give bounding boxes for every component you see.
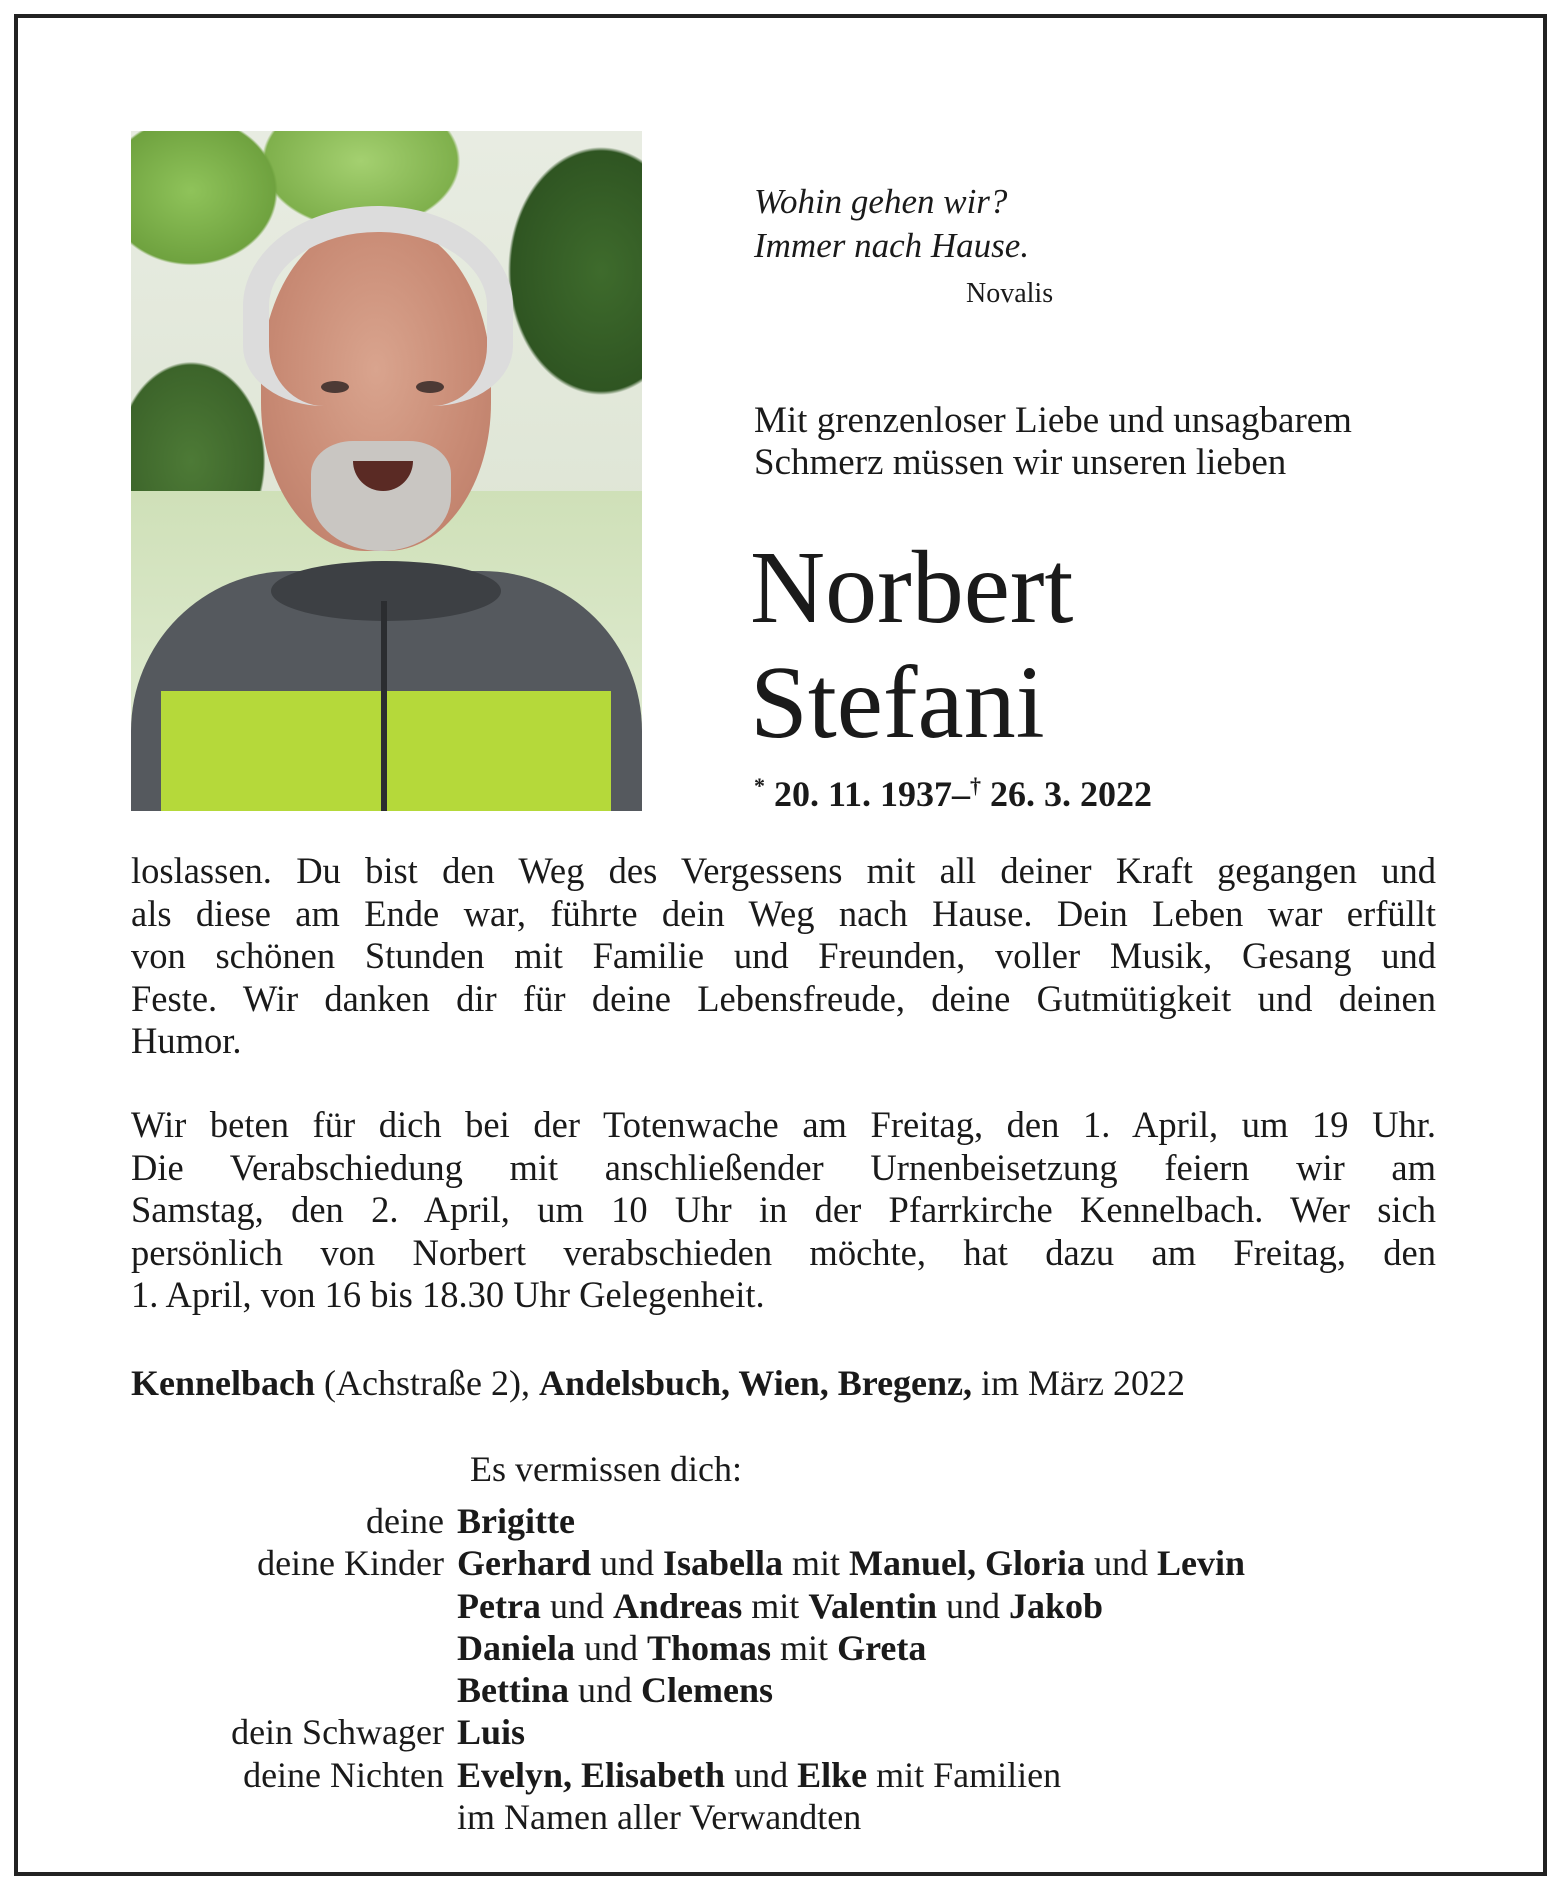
mourner-name: Clemens xyxy=(641,1670,773,1711)
paragraph-line: Samstag, den 2. April, um 10 Uhr in der Pfarrkirche Kennelbach. Wer sich xyxy=(131,1189,1436,1230)
mourner-row xyxy=(0,1500,1500,1542)
mourner-name: Greta xyxy=(837,1627,927,1668)
connector-text: mit Familien xyxy=(867,1754,1062,1795)
mourners-list xyxy=(0,1500,1500,1838)
mourner-names xyxy=(457,1796,861,1838)
mourner-name: Thomas xyxy=(647,1627,772,1668)
connector-text: und xyxy=(725,1754,798,1795)
quote-author: Novalis xyxy=(966,278,1054,309)
quote-line: Wohin gehen wir? xyxy=(754,182,1008,221)
life-dates xyxy=(754,773,1152,815)
photo-hair xyxy=(243,206,513,406)
paragraph-line: Die Verabschiedung mit anschließender Urnenbeisetzung feiern wir am xyxy=(131,1146,1436,1188)
mourner-name: Valentin xyxy=(808,1585,938,1626)
mourner-name: Daniela xyxy=(457,1627,576,1668)
first-name: Norbert xyxy=(750,530,1074,645)
connector-text: mit xyxy=(783,1543,850,1584)
mourner-name: Evelyn, Elisabeth xyxy=(457,1754,726,1795)
place-segment: Kennelbach xyxy=(131,1363,316,1403)
connector-text: und xyxy=(937,1585,1010,1626)
portrait-photo xyxy=(131,131,642,811)
mourner-row xyxy=(0,1627,1500,1669)
mourner-row xyxy=(0,1542,1500,1584)
paragraph-line: loslassen. Du bist den Weg des Vergessens mit all deiner Kraft gegangen und xyxy=(131,850,1436,891)
place-segment: im März 2022 xyxy=(972,1363,1185,1403)
place-segment: Andelsbuch, Wien, Bregenz, xyxy=(538,1363,973,1403)
quote xyxy=(754,180,1029,268)
place-segment: (Achstraße 2), xyxy=(315,1363,539,1403)
date-dash: – xyxy=(952,774,971,814)
mourner-names xyxy=(457,1754,1061,1796)
mourner-names xyxy=(457,1542,1245,1584)
connector-text: und xyxy=(590,1543,663,1584)
paragraph-line: Feste. Wir danken dir für deine Lebensfreude, deine Gutmütigkeit und deinen xyxy=(131,977,1436,1019)
mourner-name: Manuel, Gloria xyxy=(849,1543,1086,1584)
relation-label: dein Schwager xyxy=(231,1712,444,1753)
tribute-paragraph xyxy=(131,850,1436,1063)
mourner-name: Jakob xyxy=(1009,1585,1104,1626)
mourner-names xyxy=(457,1500,575,1542)
death-symbol: † xyxy=(970,773,982,798)
mourner-name: Isabella xyxy=(662,1543,784,1584)
paragraph-line: Wir beten für dich bei der Totenwache am Freitag, den 1. April, um 19 Uhr. xyxy=(131,1104,1436,1145)
connector-text: und xyxy=(540,1585,613,1626)
connector-text: mit xyxy=(742,1585,809,1626)
last-name: Stefani xyxy=(750,645,1045,760)
paragraph-line: 1. April, von 16 bis 18.30 Uhr Gelegenheit. xyxy=(131,1274,765,1315)
paragraph-line: als diese am Ende war, führte dein Weg nach Hause. Dein Leben war erfüllt xyxy=(131,892,1436,934)
intro-line: Schmerz müssen wir unseren lieben xyxy=(754,442,1287,483)
connector-text: mit xyxy=(771,1627,838,1668)
relation-label: deine Nichten xyxy=(243,1754,444,1795)
paragraph-line: Humor. xyxy=(131,1020,242,1061)
mourner-name: Petra xyxy=(457,1585,541,1626)
mourner-names xyxy=(457,1711,525,1753)
relation-label: deine xyxy=(366,1501,444,1541)
mourner-row xyxy=(0,1754,1500,1796)
connector-text: und xyxy=(569,1670,641,1711)
relation-label xyxy=(0,1669,457,1711)
relation-label xyxy=(0,1585,457,1627)
relation-label xyxy=(0,1627,457,1669)
paragraph-line: persönlich von Norbert verabschieden möchte, hat dazu am Freitag, den xyxy=(131,1231,1436,1273)
mourners-heading: Es vermissen dich: xyxy=(470,1449,742,1489)
mourner-names xyxy=(457,1585,1103,1627)
mourner-name: Brigitte xyxy=(457,1501,575,1541)
mourner-name: Andreas xyxy=(612,1585,743,1626)
mourner-name: Gerhard xyxy=(457,1543,591,1584)
birth-date: 20. 11. 1937 xyxy=(774,774,953,814)
place-date-line xyxy=(131,1362,1185,1404)
photo-jacket-zipper xyxy=(381,601,387,811)
mourner-name: Levin xyxy=(1157,1543,1246,1584)
paragraph-line: von schönen Stunden mit Familie und Freunden, voller Musik, Gesang und xyxy=(131,935,1436,976)
intro-text xyxy=(754,400,1352,484)
service-paragraph xyxy=(131,1104,1436,1317)
connector-text: und xyxy=(575,1627,648,1668)
mourner-names xyxy=(457,1669,773,1711)
connector-text: im Namen aller Verwandten xyxy=(457,1797,862,1838)
connector-text: und xyxy=(1085,1543,1158,1584)
quote-line: Immer nach Hause. xyxy=(754,226,1030,265)
mourner-row xyxy=(0,1711,1500,1753)
photo-beard xyxy=(311,441,451,551)
relation-label xyxy=(0,1796,457,1838)
deceased-name xyxy=(750,530,1073,760)
photo-eye-left xyxy=(321,381,349,393)
birth-symbol: * xyxy=(754,773,765,798)
relation-label: deine Kinder xyxy=(257,1543,444,1584)
mourner-name: Elke xyxy=(797,1754,868,1795)
death-date: 26. 3. 2022 xyxy=(990,774,1153,814)
mourner-names xyxy=(457,1627,926,1669)
mourner-row xyxy=(0,1585,1500,1627)
photo-eye-right xyxy=(416,381,444,393)
intro-line: Mit grenzenloser Liebe und unsagbarem xyxy=(754,400,1352,441)
mourner-row xyxy=(0,1669,1500,1711)
mourner-name: Luis xyxy=(457,1712,526,1753)
mourner-row xyxy=(0,1796,1500,1838)
mourner-name: Bettina xyxy=(457,1670,569,1711)
